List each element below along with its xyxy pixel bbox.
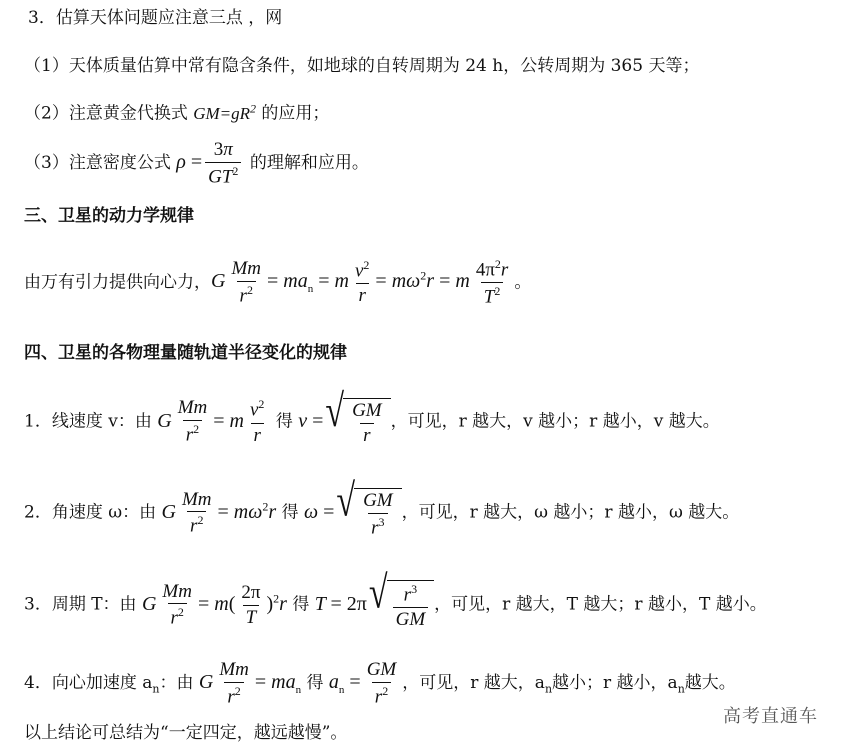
item3-point2-prefix: （2）注意黄金代换式 bbox=[24, 103, 194, 124]
dynamics-law: 由万有引力提供向心力，G $\frac{Mm}{r^2}$ = $ma_n = m$ $\frac{v^2}{r}$ = $m\omega^2r = m$ $\frac{4\pi^2r}{T^2}$ 。 bbox=[24, 257, 532, 308]
linear-velocity-result: v = √ $\frac{GM}{r}$ bbox=[298, 410, 390, 432]
item3-point1: （1）天体质量估算中常有隐含条件，如地球的自转周期为 24 h，公转周期为 365 天等； bbox=[24, 56, 700, 76]
period-equation: G $\frac{Mm}{r^2}$ = m( $\frac{2\pi}{T}$ )$^2$r bbox=[141, 580, 287, 629]
angular-velocity-equation: G $\frac{Mm}{r^2}$ = $m\omega^2r$ bbox=[161, 488, 277, 537]
item3-title: 3．估算天体问题应注意三点 ，网 bbox=[28, 8, 283, 28]
item3-point2-suffix: 的应用； bbox=[256, 103, 330, 124]
acceleration-result: $a_n$ = $\frac{GM}{r^2}$ bbox=[328, 659, 397, 708]
watermark: 高考直通车 bbox=[723, 706, 818, 727]
linear-velocity-equation: G $\frac{Mm}{r^2}$ = m $\frac{v^2}{r}$ bbox=[157, 397, 265, 446]
angular-velocity-result: ω = √ $\frac{GM}{r^3}$ bbox=[304, 501, 402, 523]
section-4-title: 四、卫星的各物理量随轨道半径变化的规律 bbox=[24, 343, 347, 363]
law-centripetal-acceleration: 4．向心加速度 $a_n$：由 G $\frac{Mm}{r^2}$ = $ma_n$ 得 $a_n$ = $\frac{GM}{r^2}$ ，可见，r 越大，$a_n$越小；r 越小，$a_n$越大。 bbox=[24, 659, 736, 708]
summary-text: 以上结论可总结为“一定四定，越远越慢”。 bbox=[24, 723, 348, 743]
acceleration-equation: G $\frac{Mm}{r^2}$ = $ma_n$ bbox=[198, 659, 302, 708]
density-formula: ρ = $\frac{3\pi}{GT^2}$ bbox=[176, 151, 244, 173]
golden-substitution-formula: $GM=gR^2$ bbox=[193, 101, 257, 123]
law-period: 3．周期 T：由 G $\frac{Mm}{r^2}$ = m( $\frac{2\pi}{T}$ )$^2$r 得 T = 2π √ $\frac{r^3}{GM}$ ，可见，r 越大，T 越大；r 越小，T 越小。 bbox=[24, 568, 767, 631]
period-result: T = 2π √ $\frac{r^3}{GM}$ bbox=[315, 593, 434, 615]
section-3-title: 三、卫星的动力学规律 bbox=[24, 206, 194, 226]
centripetal-force-equation: G $\frac{Mm}{r^2}$ = $ma_n = m$ $\frac{v^2}{r}$ = $m\omega^2r = m$ $\frac{4\pi^2r}{T^2}$ bbox=[211, 257, 509, 308]
item3-point3: （3）注意密度公式 ρ = $\frac{3\pi}{GT^2}$ 的理解和应用。 bbox=[24, 139, 369, 188]
law-angular-velocity: 2．角速度 ω：由 G $\frac{Mm}{r^2}$ = $m\omega^2r$ 得 ω = √ $\frac{GM}{r^3}$ ，可见，r 越大，ω 越小；r 越小，ω 越大。 bbox=[24, 476, 740, 539]
item3-point2 bbox=[24, 102, 329, 123]
law-linear-velocity: 1．线速度 v：由 G $\frac{Mm}{r^2}$ = m $\frac{v^2}{r}$ 得 v = √ $\frac{GM}{r}$ ，可见，r 越大，v 越小；r 越小，v 越大。 bbox=[24, 386, 720, 446]
